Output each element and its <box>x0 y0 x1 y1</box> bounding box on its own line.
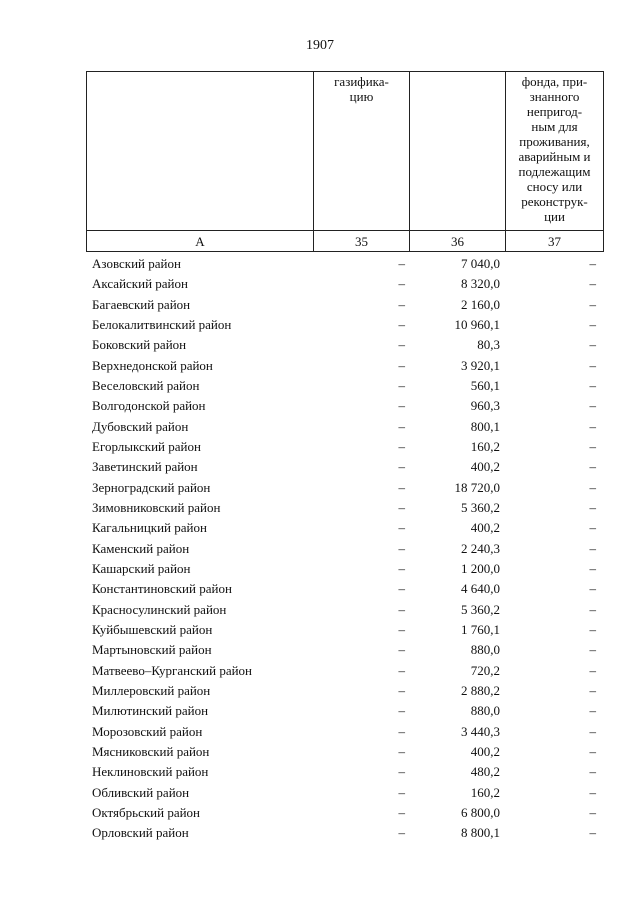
district-name: Азовский район <box>92 256 181 271</box>
value-col-37: – <box>589 703 596 719</box>
district-name: Орловский район <box>92 825 189 841</box>
value-col-35: – <box>398 784 405 800</box>
table-row <box>86 600 601 620</box>
value-col-37: – <box>589 784 596 800</box>
header-text-name <box>87 72 313 74</box>
value-col-35: – <box>398 601 405 617</box>
table-row <box>86 417 601 437</box>
column-number-36: 36 <box>410 231 506 252</box>
value-col-36: 4 640,0 <box>461 581 500 597</box>
value-col-36: 7 040,0 <box>461 256 500 271</box>
district-name: Багаевский район <box>92 296 191 312</box>
value-col-36: 160,2 <box>470 784 500 800</box>
table-body <box>86 254 601 844</box>
value-col-37: – <box>589 438 596 454</box>
table-row <box>86 295 601 315</box>
district-name: Куйбышевский район <box>92 621 213 637</box>
value-col-35: – <box>398 418 405 434</box>
value-col-36: 3 440,3 <box>461 723 500 739</box>
district-name: Обливский район <box>92 784 190 800</box>
table-row <box>86 620 601 640</box>
header-cell-36 <box>410 72 506 231</box>
table-row <box>86 518 601 538</box>
value-col-36: 80,3 <box>477 337 500 353</box>
value-col-37: – <box>589 723 596 739</box>
value-col-36: 3 920,1 <box>461 357 500 373</box>
value-col-35: – <box>398 662 405 678</box>
value-col-35: – <box>398 682 405 698</box>
value-col-35: – <box>398 296 405 312</box>
value-col-36: 560,1 <box>470 377 500 393</box>
table-row <box>86 762 601 782</box>
value-col-36: 1 200,0 <box>461 560 500 576</box>
header-cell-35 <box>314 72 410 231</box>
district-name: Волгодонской район <box>92 398 206 414</box>
value-col-35: – <box>398 499 405 515</box>
value-col-36: 400,2 <box>470 743 500 759</box>
value-col-37: – <box>589 743 596 759</box>
header-text-35: газифика- цию <box>334 74 389 104</box>
table-row <box>86 335 601 355</box>
value-col-37: – <box>589 662 596 678</box>
value-col-37: – <box>589 398 596 414</box>
district-name: Морозовский район <box>92 723 203 739</box>
value-col-37: – <box>589 418 596 434</box>
table-row <box>86 701 601 721</box>
value-col-37: – <box>589 520 596 536</box>
value-col-37: – <box>589 804 596 820</box>
column-number-35: 35 <box>314 231 410 252</box>
value-col-35: – <box>398 438 405 454</box>
value-col-35: – <box>398 642 405 658</box>
table-row <box>86 823 601 843</box>
table-row <box>86 661 601 681</box>
value-col-36: 800,1 <box>470 418 500 434</box>
value-col-36: 960,3 <box>470 398 500 414</box>
value-col-35: – <box>398 621 405 637</box>
header-text-36 <box>410 72 505 74</box>
table-row <box>86 722 601 742</box>
value-col-37: – <box>589 316 596 332</box>
value-col-36: 6 800,0 <box>461 804 500 820</box>
value-col-35: – <box>398 540 405 556</box>
header-text-37: фонда, при- знанного непригод- ным для проживания, аварийным и подлежащим сносу или реконструк- ции <box>518 74 591 224</box>
district-name: Белокалитвинский район <box>92 316 232 332</box>
table-row <box>86 457 601 477</box>
table-row <box>86 539 601 559</box>
value-col-35: – <box>398 337 405 353</box>
column-number-row <box>87 231 604 252</box>
value-col-36: 1 760,1 <box>461 621 500 637</box>
value-col-36: 400,2 <box>470 459 500 475</box>
table-row <box>86 803 601 823</box>
value-col-37: – <box>589 581 596 597</box>
district-name: Егорлыкский район <box>92 438 201 454</box>
value-col-36: 2 240,3 <box>461 540 500 556</box>
value-col-37: – <box>589 682 596 698</box>
value-col-37: – <box>589 540 596 556</box>
value-col-35: – <box>398 560 405 576</box>
table-row <box>86 681 601 701</box>
value-col-36: 8 800,1 <box>461 825 500 841</box>
district-name: Матвеево–Курганский район <box>92 662 253 678</box>
value-col-37: – <box>589 296 596 312</box>
district-name: Аксайский район <box>92 276 188 292</box>
value-col-37: – <box>589 459 596 475</box>
header-cell-name <box>87 72 314 231</box>
table-row <box>86 254 601 274</box>
value-col-35: – <box>398 276 405 292</box>
table-row <box>86 579 601 599</box>
page-number: 1907 <box>306 38 334 53</box>
value-col-36: 10 960,1 <box>454 316 500 332</box>
district-name: Октябрьский район <box>92 804 200 820</box>
table-row <box>86 315 601 335</box>
district-name: Зерноградский район <box>92 479 211 495</box>
district-name: Кагальницкий район <box>92 520 207 536</box>
value-col-35: – <box>398 256 405 271</box>
value-col-37: – <box>589 357 596 373</box>
value-col-37: – <box>589 560 596 576</box>
value-col-37: – <box>589 276 596 292</box>
value-col-35: – <box>398 825 405 841</box>
value-col-36: 160,2 <box>470 438 500 454</box>
value-col-35: – <box>398 357 405 373</box>
value-col-35: – <box>398 398 405 414</box>
table-row <box>86 742 601 762</box>
table-row <box>86 478 601 498</box>
district-name: Верхнедонской район <box>92 357 213 373</box>
value-col-35: – <box>398 316 405 332</box>
value-col-37: – <box>589 825 596 841</box>
value-col-36: 400,2 <box>470 520 500 536</box>
district-name: Веселовский район <box>92 377 200 393</box>
table-row <box>86 274 601 294</box>
value-col-35: – <box>398 377 405 393</box>
district-name: Каменский район <box>92 540 190 556</box>
value-col-35: – <box>398 743 405 759</box>
value-col-37: – <box>589 377 596 393</box>
table-row <box>86 356 601 376</box>
district-name: Мясниковский район <box>92 743 210 759</box>
value-col-36: 5 360,2 <box>461 499 500 515</box>
value-col-37: – <box>589 337 596 353</box>
column-number-a: А <box>87 231 314 252</box>
header-row <box>87 72 604 231</box>
value-col-35: – <box>398 520 405 536</box>
district-name: Милютинский район <box>92 703 209 719</box>
value-col-36: 720,2 <box>470 662 500 678</box>
table-row <box>86 437 601 457</box>
value-col-35: – <box>398 459 405 475</box>
value-col-35: – <box>398 723 405 739</box>
value-col-35: – <box>398 703 405 719</box>
district-name: Неклиновский район <box>92 764 209 780</box>
district-name: Мартыновский район <box>92 642 212 658</box>
header-cell-37 <box>506 72 604 231</box>
district-name: Красносулинский район <box>92 601 227 617</box>
value-col-37: – <box>589 621 596 637</box>
value-col-35: – <box>398 581 405 597</box>
district-name: Зимовниковский район <box>92 499 221 515</box>
table-row <box>86 559 601 579</box>
value-col-37: – <box>589 601 596 617</box>
table-row <box>86 376 601 396</box>
value-col-37: – <box>589 499 596 515</box>
district-name: Миллеровский район <box>92 682 211 698</box>
value-col-36: 880,0 <box>470 703 500 719</box>
value-col-36: 18 720,0 <box>454 479 500 495</box>
table-row <box>86 783 601 803</box>
value-col-36: 2 160,0 <box>461 296 500 312</box>
value-col-37: – <box>589 256 596 271</box>
district-name: Константиновский район <box>92 581 232 597</box>
district-name: Дубовский район <box>92 418 189 434</box>
value-col-35: – <box>398 804 405 820</box>
value-col-36: 5 360,2 <box>461 601 500 617</box>
value-col-35: – <box>398 479 405 495</box>
value-col-37: – <box>589 642 596 658</box>
value-col-37: – <box>589 764 596 780</box>
district-name: Заветинский район <box>92 459 198 475</box>
value-col-37: – <box>589 479 596 495</box>
table-row <box>86 640 601 660</box>
value-col-36: 2 880,2 <box>461 682 500 698</box>
value-col-35: – <box>398 764 405 780</box>
district-name: Боковский район <box>92 337 187 353</box>
value-col-36: 8 320,0 <box>461 276 500 292</box>
table-row <box>86 396 601 416</box>
value-col-36: 480,2 <box>470 764 500 780</box>
value-col-36: 880,0 <box>470 642 500 658</box>
table-row <box>86 498 601 518</box>
district-name: Кашарский район <box>92 560 191 576</box>
table-header <box>86 71 604 252</box>
column-number-37: 37 <box>506 231 604 252</box>
